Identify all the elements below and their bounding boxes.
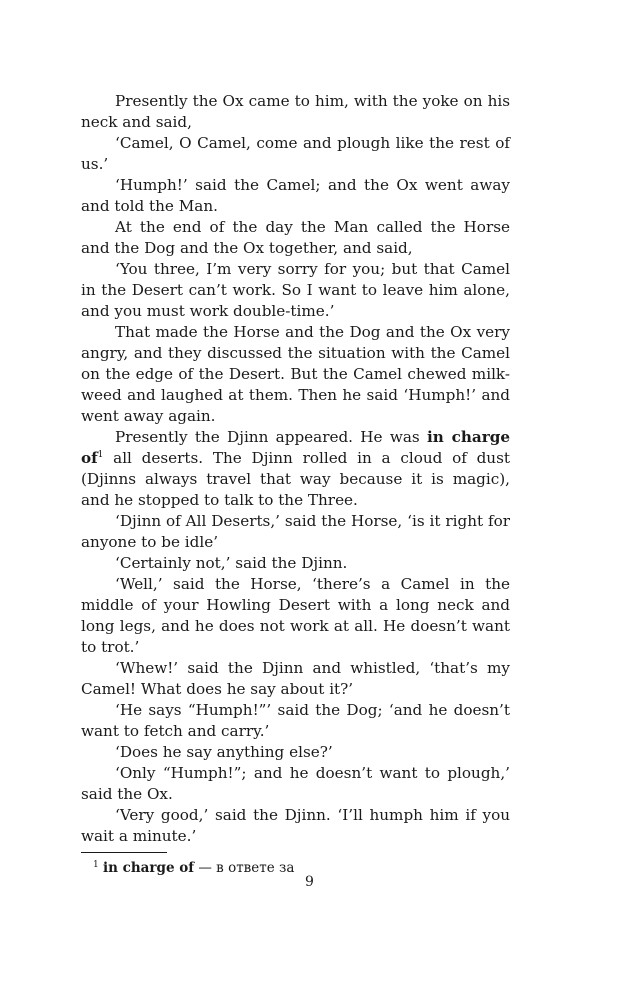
paragraph: ‘He says “Humph!”’ said the Dog; ‘and he doesn’t want to fetch and carry.’ xyxy=(81,701,510,740)
paragraph: ‘Only “Humph!”; and he doesn’t want to plough,’ said the Ox. xyxy=(81,764,510,803)
page-body xyxy=(81,91,510,877)
paragraph: ‘Djinn of All Deserts,’ said the Horse, ‘is it right for anyone to be idle’ xyxy=(81,512,510,551)
footnote-mark: 1 xyxy=(93,860,99,870)
paragraph-djinn xyxy=(81,427,510,511)
footnote-ref: 1 xyxy=(97,450,104,460)
paragraph: At the end of the day the Man called the Horse and the Dog and the Ox together, and said, xyxy=(81,218,510,257)
paragraph: ‘Well,’ said the Horse, ‘there’s a Camel in the middle of your Howling Desert with a long neck and long legs, and he does not work at all. He doesn’t want to trot.’ xyxy=(81,575,510,656)
footnoted-term: in charge of xyxy=(81,428,511,467)
paragraph: ‘Very good,’ said the Djinn. ‘I’ll humph him if you wait a minute.’ xyxy=(81,806,510,845)
djinn-text-after: all deserts. The Djinn rolled in a cloud of dust (Djinns always travel that way because it is magic), and he stopped to talk to the Three. xyxy=(81,449,510,509)
paragraph: ‘Certainly not,’ said the Djinn. xyxy=(115,554,348,572)
djinn-text-before: Presently the Djinn appeared. He was xyxy=(115,428,428,446)
paragraph: ‘Camel, O Camel, come and plough like the rest of us.’ xyxy=(81,134,510,173)
paragraph: Presently the Ox came to him, with the yoke on his neck and said, xyxy=(81,92,510,131)
paragraph: ‘Does he say anything else?’ xyxy=(115,743,333,761)
paragraph: ‘Whew!’ said the Djinn and whistled, ‘that’s my Camel! What does he say about it?’ xyxy=(81,659,510,698)
page-number: 9 xyxy=(305,874,314,890)
paragraph: That made the Horse and the Dog and the Ox very angry, and they discussed the situation with the Camel on the edge of the Desert. But the Camel chewed milk-weed and laughed at them. Then he said ‘Humph!’ and went away again. xyxy=(81,323,510,425)
paragraph: ‘Humph!’ said the Camel; and the Ox went away and told the Man. xyxy=(81,176,510,215)
footnote-divider xyxy=(81,852,167,853)
footnote-term: in charge of xyxy=(103,860,195,876)
footnote-translation: — в ответе за xyxy=(194,860,295,876)
paragraph: ‘You three, I’m very sorry for you; but that Camel in the Desert can’t work. So I want to leave him alone, and you must work double-time.’ xyxy=(81,260,510,320)
